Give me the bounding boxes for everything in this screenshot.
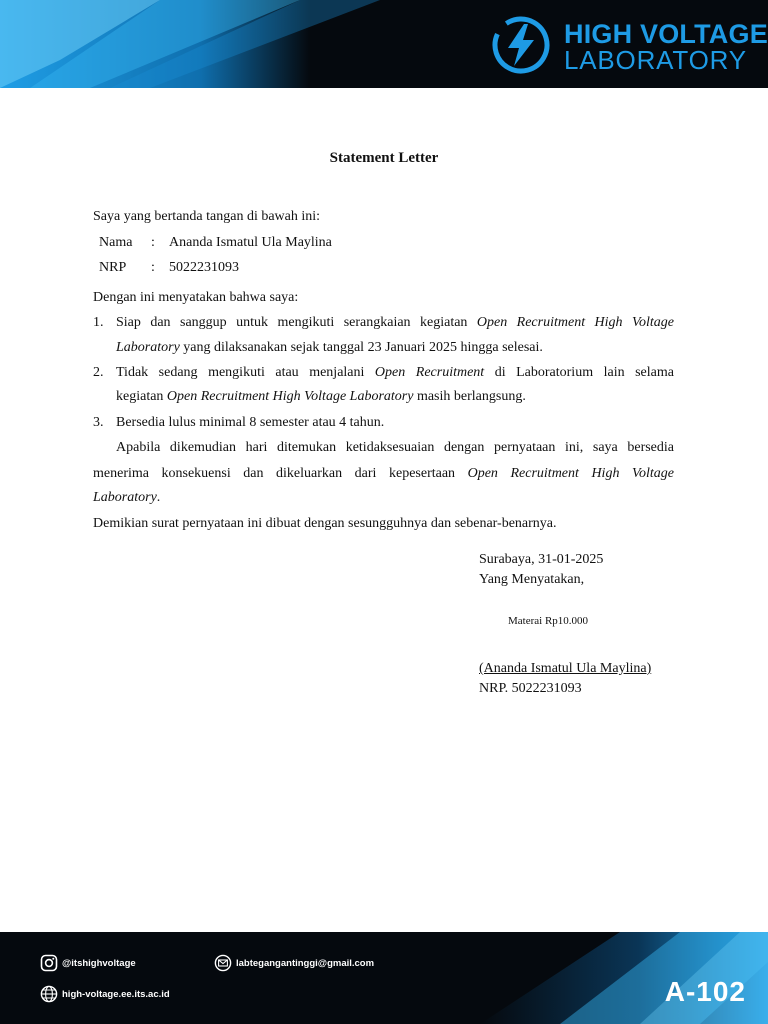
logo-subtitle: LABORATORY	[564, 45, 747, 75]
stamp-duty-label: Materai Rp10.000	[508, 615, 589, 627]
field-value-name: Ananda Ismatul Ula Maylina	[169, 235, 332, 250]
place-date: Surabaya, 31-01-2025	[479, 552, 604, 567]
signer-nrp: NRP. 5022231093	[479, 681, 582, 696]
lab-logo	[490, 12, 768, 78]
paragraph-line-1: Apabila dikemudian hari ditemukan ketidaksesuaian dengan pernyataan ini, saya bersedia	[116, 440, 674, 455]
footer-background	[0, 932, 768, 1024]
declaration-text: Dengan ini menyatakan bahwa saya:	[93, 290, 299, 305]
list-item-number: 2.	[93, 365, 104, 380]
field-separator: :	[151, 235, 155, 250]
lightning-bolt-icon	[490, 14, 552, 76]
list-item-1-line-2: Laboratory yang dilaksanakan sejak tanggal 23 Januari 2025 hingga selesai.	[116, 340, 543, 355]
email-icon	[214, 954, 232, 972]
list-item-number: 3.	[93, 415, 104, 430]
intro-text: Saya yang bertanda tangan di bawah ini:	[93, 209, 321, 224]
letterhead-header	[0, 0, 768, 88]
field-label-nrp: NRP	[99, 260, 127, 275]
field-label-name: Nama	[99, 235, 133, 250]
paragraph-line-2: menerima konsekuensi dan dikeluarkan dari kepesertaan Open Recruitment High Voltage	[93, 466, 674, 481]
room-code: A-102	[664, 976, 746, 1007]
instagram-handle: @itshighvoltage	[62, 957, 136, 969]
email-address: labtegangantinggi@gmail.com	[236, 957, 375, 969]
website-url: high-voltage.ee.its.ac.id	[62, 988, 170, 1000]
field-value-nrp: 5022231093	[169, 260, 239, 275]
paragraph-line-3: Laboratory.	[93, 490, 161, 505]
footer-website[interactable]	[40, 985, 170, 1003]
list-item-1-line-1: Siap dan sanggup untuk mengikuti serangkaian kegiatan Open Recruitment High Voltage	[116, 315, 674, 330]
instagram-icon	[40, 954, 58, 972]
logo-title: HIGH VOLTAGE	[564, 19, 768, 49]
list-item-number: 1.	[93, 315, 104, 330]
letterhead-footer	[0, 932, 768, 1024]
signer-name: (Ananda Ismatul Ula Maylina)	[479, 661, 652, 676]
signer-role: Yang Menyatakan,	[479, 572, 585, 587]
footer-instagram[interactable]	[40, 954, 136, 972]
field-separator: :	[151, 260, 155, 275]
list-item-3-line-1: Bersedia lulus minimal 8 semester atau 4 tahun.	[116, 415, 385, 430]
list-item-2-line-1: Tidak sedang mengikuti atau menjalani Open Recruitment di Laboratorium lain selama	[116, 365, 674, 380]
closing-text: Demikian surat pernyataan ini dibuat dengan sesungguhnya dan sebenar-benarnya.	[93, 516, 557, 531]
letter-title: Statement Letter	[329, 150, 439, 166]
list-item-2-line-2: kegiatan Open Recruitment High Voltage Laboratory masih berlangsung.	[116, 389, 526, 404]
footer-email[interactable]	[214, 954, 374, 972]
globe-icon	[40, 985, 58, 1003]
